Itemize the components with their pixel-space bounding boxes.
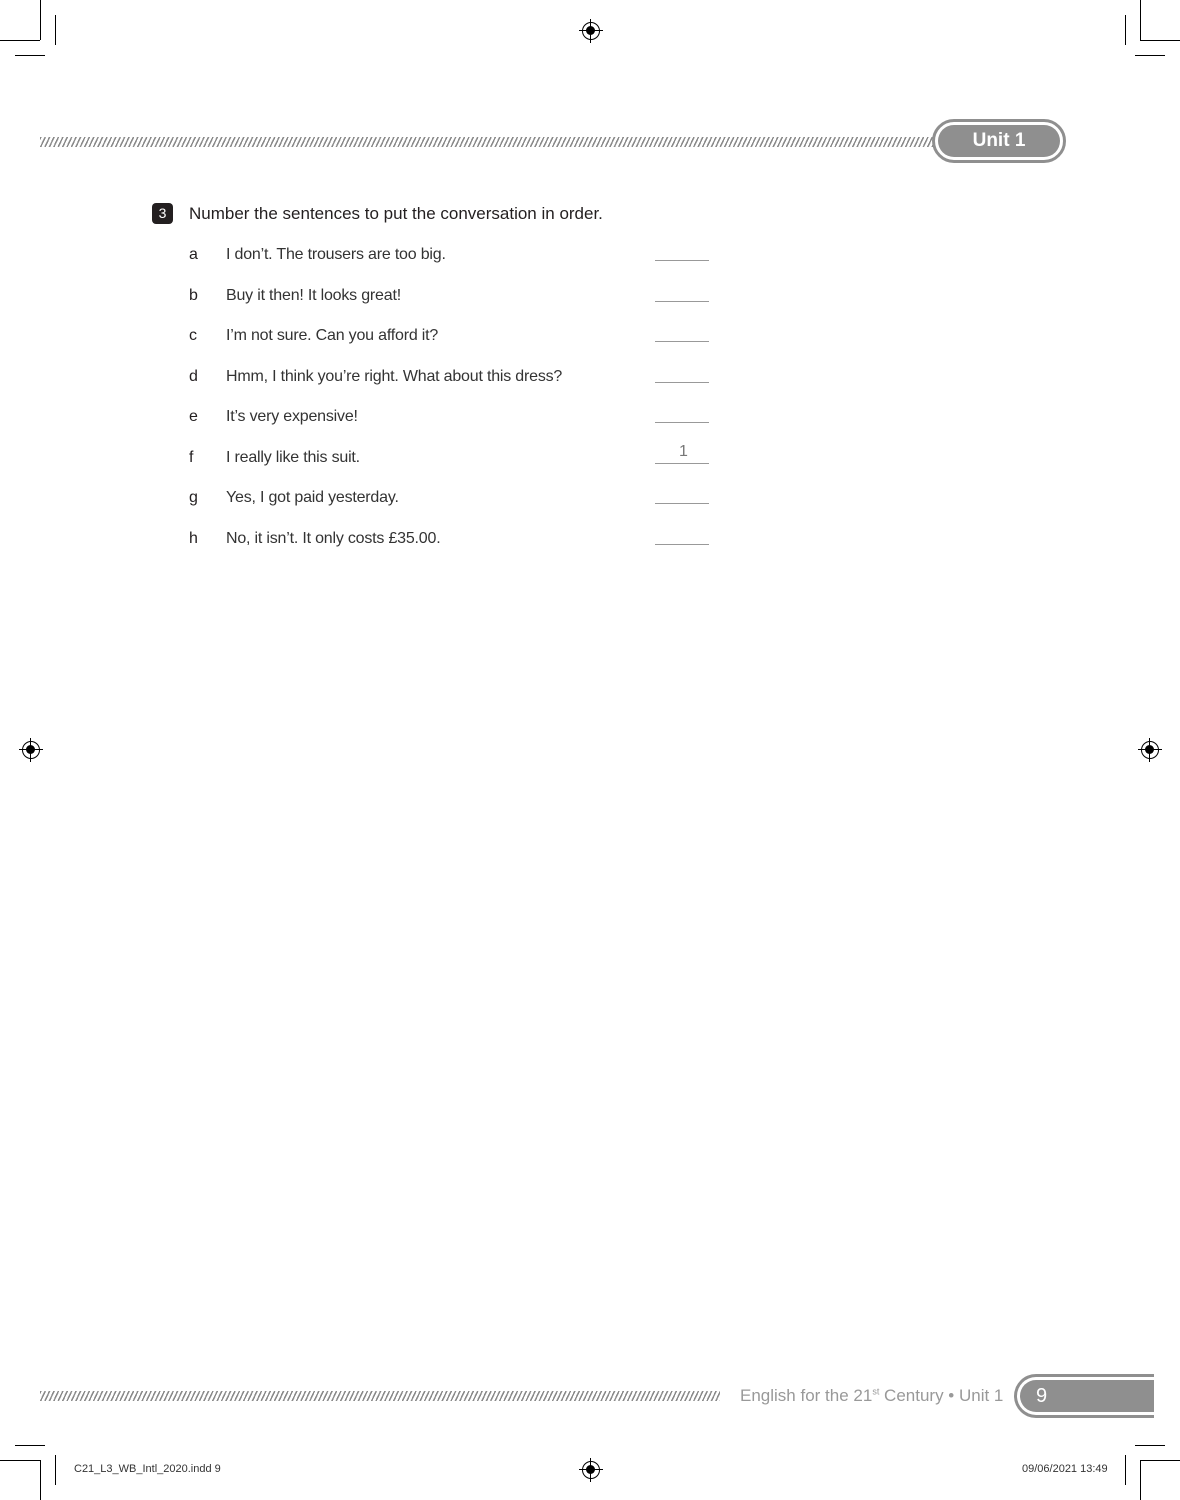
item-sentence: Buy it then! It looks great! (226, 286, 401, 304)
exercise-item (189, 489, 709, 513)
answer-blank[interactable] (655, 463, 709, 464)
answer-blank[interactable] (655, 301, 709, 302)
item-letter: a (189, 246, 198, 263)
registration-mark-icon (582, 1461, 600, 1479)
item-letter: h (189, 529, 198, 547)
item-sentence: Yes, I got paid yesterday. (226, 489, 399, 506)
answer-blank[interactable] (655, 544, 709, 545)
registration-mark-icon (1141, 741, 1159, 759)
item-sentence: No, it isn’t. It only costs £35.00. (226, 529, 441, 547)
exercise-item (189, 442, 709, 473)
book-title: English for the 21st Century • Unit 1 (740, 1386, 1004, 1405)
registration-mark-icon (582, 22, 600, 40)
page-number-badge (1014, 1374, 1154, 1418)
exercise-item (189, 287, 709, 311)
header-rule (40, 137, 935, 147)
item-sentence: I don’t. The trousers are too big. (226, 246, 446, 263)
answer-blank[interactable] (655, 382, 709, 383)
item-letter: f (189, 448, 194, 466)
registration-mark-icon (22, 741, 40, 759)
exercise-instruction: Number the sentences to put the conversation in order. (189, 204, 603, 223)
item-letter: d (189, 367, 198, 385)
item-letter: g (189, 489, 198, 506)
item-letter: e (189, 408, 198, 425)
exercise-number: 3 (152, 203, 173, 224)
item-letter: c (189, 327, 197, 344)
unit-label: Unit 1 (938, 125, 1060, 157)
exercise-item (189, 368, 709, 392)
answer-blank[interactable] (655, 341, 709, 342)
item-sentence: I’m not sure. Can you afford it? (226, 327, 439, 344)
exercise-item (189, 408, 709, 432)
answer-value: 1 (679, 442, 688, 460)
slug-filename: C21_L3_WB_Intl_2020.indd 9 (74, 1463, 221, 1475)
item-letter: b (189, 286, 198, 304)
exercise-item (189, 327, 709, 351)
answer-blank[interactable] (655, 503, 709, 504)
item-sentence: It’s very expensive! (226, 408, 358, 425)
slug-datetime: 09/06/2021 13:49 (1022, 1463, 1108, 1475)
footer-rule (40, 1391, 720, 1401)
unit-badge (932, 119, 1066, 163)
answer-blank[interactable] (655, 422, 709, 423)
answer-blank[interactable] (655, 260, 709, 261)
exercise-item (189, 246, 709, 270)
exercise-item (189, 530, 709, 554)
item-sentence: I really like this suit. (226, 448, 360, 466)
page-number: 9 (1020, 1380, 1154, 1412)
item-sentence: Hmm, I think you’re right. What about this dress? (226, 367, 563, 385)
